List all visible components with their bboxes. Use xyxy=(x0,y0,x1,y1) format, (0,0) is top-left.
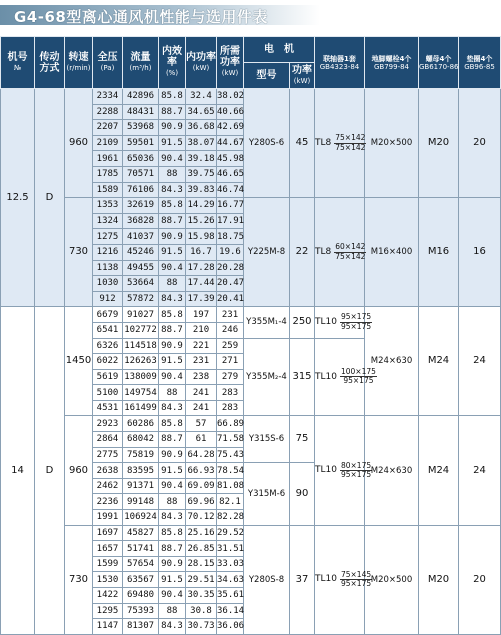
flow-cell: 53968 xyxy=(123,120,159,136)
internal-power-cell: 32.4 xyxy=(186,89,217,105)
pressure-cell: 2236 xyxy=(93,494,123,510)
table-body xyxy=(1,89,501,635)
internal-power-cell: 15.26 xyxy=(186,213,217,229)
internal-power-cell: 17.28 xyxy=(186,260,217,276)
pressure-cell: 1589 xyxy=(93,182,123,198)
pressure-cell: 1785 xyxy=(93,166,123,182)
nut-cell: M20 xyxy=(419,89,459,198)
flow-cell: 83595 xyxy=(123,463,159,479)
efficiency-cell: 88 xyxy=(159,166,186,182)
required-power-cell: 35.61 xyxy=(217,588,244,604)
flow-cell: 149754 xyxy=(123,385,159,401)
pressure-cell: 2638 xyxy=(93,463,123,479)
efficiency-cell: 85.8 xyxy=(159,525,186,541)
pressure-cell: 1697 xyxy=(93,525,123,541)
flow-cell: 42896 xyxy=(123,89,159,105)
internal-power-cell: 69.09 xyxy=(186,478,217,494)
efficiency-cell: 90.9 xyxy=(159,229,186,245)
required-power-cell: 75.43 xyxy=(217,447,244,463)
efficiency-cell: 88 xyxy=(159,385,186,401)
washer-cell: 20 xyxy=(459,89,501,198)
efficiency-cell: 90.4 xyxy=(159,260,186,276)
flow-cell: 41037 xyxy=(123,229,159,245)
efficiency-cell: 91.5 xyxy=(159,354,186,370)
efficiency-cell: 91.5 xyxy=(159,572,186,588)
internal-power-cell: 25.16 xyxy=(186,525,217,541)
internal-power-cell: 57 xyxy=(186,416,217,432)
internal-power-cell: 30.35 xyxy=(186,588,217,604)
flow-cell: 91027 xyxy=(123,307,159,323)
internal-power-cell: 39.83 xyxy=(186,182,217,198)
pressure-cell: 1657 xyxy=(93,541,123,557)
required-power-cell: 71.58 xyxy=(217,432,244,448)
flow-cell: 138009 xyxy=(123,369,159,385)
performance-table-wrap xyxy=(0,36,500,635)
internal-power-cell: 36.68 xyxy=(186,120,217,136)
coupling-bore-driver: 60×142 xyxy=(335,242,366,252)
flow-cell: 65036 xyxy=(123,151,159,167)
speed-cell: 1450 xyxy=(65,307,93,416)
header-flow: 流量 (m³/h) xyxy=(123,37,159,89)
internal-power-cell: 39.18 xyxy=(186,151,217,167)
nut-cell: M20 xyxy=(419,525,459,634)
internal-power-cell: 231 xyxy=(186,354,217,370)
coupling-bore-driver: 75×142 xyxy=(335,133,366,143)
internal-power-cell: 26.85 xyxy=(186,541,217,557)
anchor-bolt-cell: M16×400 xyxy=(365,198,419,307)
flow-cell: 70571 xyxy=(123,166,159,182)
efficiency-cell: 85.8 xyxy=(159,89,186,105)
required-power-cell: 20.28 xyxy=(217,260,244,276)
coupling-bore-driven: 95×175 xyxy=(343,376,374,386)
required-power-cell: 42.69 xyxy=(217,120,244,136)
efficiency-cell: 90.9 xyxy=(159,338,186,354)
nut-cell: M16 xyxy=(419,198,459,307)
required-power-cell: 66.89 xyxy=(217,416,244,432)
flow-cell: 75393 xyxy=(123,603,159,619)
internal-power-cell: 70.12 xyxy=(186,510,217,526)
washer-cell: 20 xyxy=(459,525,501,634)
coupling-cell xyxy=(315,89,365,198)
pressure-cell: 912 xyxy=(93,291,123,307)
required-power-cell: 20.47 xyxy=(217,276,244,292)
efficiency-cell: 88.7 xyxy=(159,322,186,338)
pressure-cell: 1030 xyxy=(93,276,123,292)
pressure-cell: 1961 xyxy=(93,151,123,167)
pressure-cell: 2775 xyxy=(93,447,123,463)
header-nut: 螺母4个 GB6170-86 xyxy=(419,37,459,89)
header-motor-power: 功率 (kW) xyxy=(290,63,315,89)
internal-power-cell: 66.93 xyxy=(186,463,217,479)
header-washer: 垫圈4个 GB96-85 xyxy=(459,37,501,89)
flow-cell: 32619 xyxy=(123,198,159,214)
efficiency-cell: 84.3 xyxy=(159,619,186,635)
required-power-cell: 40.66 xyxy=(217,104,244,120)
header-internal-power: 内功率 (kW) xyxy=(186,37,217,89)
drive-cell: D xyxy=(35,307,65,634)
internal-power-cell: 16.7 xyxy=(186,244,217,260)
pressure-cell: 6022 xyxy=(93,354,123,370)
efficiency-cell: 84.3 xyxy=(159,291,186,307)
required-power-cell: 31.51 xyxy=(217,541,244,557)
efficiency-cell: 88.7 xyxy=(159,104,186,120)
flow-cell: 53664 xyxy=(123,276,159,292)
flow-cell: 49455 xyxy=(123,260,159,276)
pressure-cell: 6679 xyxy=(93,307,123,323)
internal-power-cell: 28.15 xyxy=(186,556,217,572)
required-power-cell: 78.54 xyxy=(217,463,244,479)
coupling-cell xyxy=(315,198,365,307)
required-power-cell: 231 xyxy=(217,307,244,323)
efficiency-cell: 88.7 xyxy=(159,432,186,448)
pressure-cell: 6326 xyxy=(93,338,123,354)
pressure-cell: 1295 xyxy=(93,603,123,619)
required-power-cell: 283 xyxy=(217,385,244,401)
pressure-cell: 1991 xyxy=(93,510,123,526)
coupling-model: TL8 xyxy=(315,137,332,148)
motor-model-cell: Y280S-6 xyxy=(244,89,290,198)
anchor-bolt-cell: M24×630 xyxy=(365,307,419,416)
coupling-cell xyxy=(315,525,372,634)
motor-model-cell: Y315S-6 xyxy=(244,416,290,463)
required-power-cell: 18.75 xyxy=(217,229,244,245)
coupling-model: TL8 xyxy=(315,246,332,257)
required-power-cell: 271 xyxy=(217,354,244,370)
pressure-cell: 1147 xyxy=(93,619,123,635)
pressure-cell: 5619 xyxy=(93,369,123,385)
internal-power-cell: 69.96 xyxy=(186,494,217,510)
drive-cell: D xyxy=(35,89,65,307)
efficiency-cell: 91.5 xyxy=(159,244,186,260)
internal-power-cell: 17.44 xyxy=(186,276,217,292)
motor-model-cell: Y355M₂-4 xyxy=(244,338,290,416)
efficiency-cell: 90.4 xyxy=(159,478,186,494)
pressure-cell: 1530 xyxy=(93,572,123,588)
header-motor-model: 型号 xyxy=(244,63,290,89)
page-title: G4-68型离心通风机性能与选用件表 xyxy=(14,8,268,26)
speed-cell: 730 xyxy=(65,198,93,307)
required-power-cell: 16.77 xyxy=(217,198,244,214)
flow-cell: 106924 xyxy=(123,510,159,526)
motor-power-cell: 315 xyxy=(290,338,315,416)
header-drive: 传动方式 xyxy=(35,37,65,89)
flow-cell: 99148 xyxy=(123,494,159,510)
internal-power-cell: 197 xyxy=(186,307,217,323)
pressure-cell: 1422 xyxy=(93,588,123,604)
pressure-cell: 5100 xyxy=(93,385,123,401)
internal-power-cell: 14.29 xyxy=(186,198,217,214)
pressure-cell: 1599 xyxy=(93,556,123,572)
header-anchor-bolt: 地脚螺栓4个 GB799-84 xyxy=(365,37,419,89)
internal-power-cell: 30.8 xyxy=(186,603,217,619)
motor-power-cell: 250 xyxy=(290,307,315,338)
coupling-model: TL10 xyxy=(315,371,337,382)
required-power-cell: 82.28 xyxy=(217,510,244,526)
motor-power-cell: 45 xyxy=(290,89,315,198)
coupling-bore-driver: 95×175 xyxy=(340,312,372,322)
required-power-cell: 82.1 xyxy=(217,494,244,510)
pressure-cell: 1138 xyxy=(93,260,123,276)
internal-power-cell: 210 xyxy=(186,322,217,338)
internal-power-cell: 241 xyxy=(186,385,217,401)
pressure-cell: 1353 xyxy=(93,198,123,214)
efficiency-cell: 90.4 xyxy=(159,369,186,385)
coupling-model: TL10 xyxy=(315,317,337,328)
efficiency-cell: 88 xyxy=(159,494,186,510)
header-motor: 电 机 xyxy=(244,37,315,63)
anchor-bolt-cell: M20×500 xyxy=(365,89,419,198)
pressure-cell: 2462 xyxy=(93,478,123,494)
internal-power-cell: 238 xyxy=(186,369,217,385)
flow-cell: 68042 xyxy=(123,432,159,448)
coupling-model: TL10 xyxy=(315,574,337,585)
pressure-cell: 2334 xyxy=(93,89,123,105)
pressure-cell: 6541 xyxy=(93,322,123,338)
coupling-bore-driven: 95×175 xyxy=(340,321,372,331)
internal-power-cell: 29.51 xyxy=(186,572,217,588)
coupling-bore-driven: 75×142 xyxy=(335,142,366,152)
efficiency-cell: 88.7 xyxy=(159,541,186,557)
efficiency-cell: 90.9 xyxy=(159,447,186,463)
internal-power-cell: 30.73 xyxy=(186,619,217,635)
flow-cell: 76106 xyxy=(123,182,159,198)
nut-cell: M24 xyxy=(419,416,459,525)
motor-power-cell: 37 xyxy=(290,525,315,634)
required-power-cell: 34.63 xyxy=(217,572,244,588)
required-power-cell: 36.06 xyxy=(217,619,244,635)
required-power-cell: 20.41 xyxy=(217,291,244,307)
internal-power-cell: 39.75 xyxy=(186,166,217,182)
flow-cell: 45827 xyxy=(123,525,159,541)
anchor-bolt-cell: M20×500 xyxy=(365,525,419,634)
header-machine-no: 机号 № xyxy=(1,37,35,89)
coupling-bore-driver: 100×175 xyxy=(340,366,376,376)
coupling-cell xyxy=(315,338,376,416)
efficiency-cell: 88 xyxy=(159,603,186,619)
header-required-power: 所需功率 (kW) xyxy=(217,37,244,89)
required-power-cell: 17.91 xyxy=(217,213,244,229)
required-power-cell: 46.65 xyxy=(217,166,244,182)
internal-power-cell: 17.39 xyxy=(186,291,217,307)
motor-power-cell: 75 xyxy=(290,416,315,463)
efficiency-cell: 88 xyxy=(159,276,186,292)
coupling-bore-driver: 80×175 xyxy=(340,460,372,470)
flow-cell: 57872 xyxy=(123,291,159,307)
table-row xyxy=(1,198,501,214)
coupling-bore-driver: 75×145 xyxy=(340,569,372,579)
washer-cell: 24 xyxy=(459,307,501,416)
efficiency-cell: 90.9 xyxy=(159,556,186,572)
flow-cell: 102772 xyxy=(123,322,159,338)
pressure-cell: 2207 xyxy=(93,120,123,136)
header-internal-efficiency: 内效率 (%) xyxy=(159,37,186,89)
internal-power-cell: 61 xyxy=(186,432,217,448)
efficiency-cell: 84.3 xyxy=(159,400,186,416)
flow-cell: 51741 xyxy=(123,541,159,557)
required-power-cell: 283 xyxy=(217,400,244,416)
coupling-bore-driven: 95×175 xyxy=(340,470,372,480)
efficiency-cell: 84.3 xyxy=(159,182,186,198)
coupling-bore-driven: 95×175 xyxy=(340,579,372,589)
required-power-cell: 45.98 xyxy=(217,151,244,167)
speed-cell: 960 xyxy=(65,416,93,525)
coupling-model: TL10 xyxy=(315,465,337,476)
required-power-cell: 38.02 xyxy=(217,89,244,105)
internal-power-cell: 15.98 xyxy=(186,229,217,245)
pressure-cell: 1324 xyxy=(93,213,123,229)
required-power-cell: 19.6 xyxy=(217,244,244,260)
internal-power-cell: 38.07 xyxy=(186,135,217,151)
flow-cell: 60286 xyxy=(123,416,159,432)
efficiency-cell: 84.3 xyxy=(159,510,186,526)
required-power-cell: 46.74 xyxy=(217,182,244,198)
internal-power-cell: 34.65 xyxy=(186,104,217,120)
flow-cell: 114518 xyxy=(123,338,159,354)
flow-cell: 91371 xyxy=(123,478,159,494)
header-pressure: 全压 (Pa) xyxy=(93,37,123,89)
required-power-cell: 36.14 xyxy=(217,603,244,619)
header-coupling: 联轴器1套 GB4323-84 xyxy=(315,37,365,89)
flow-cell: 59501 xyxy=(123,135,159,151)
coupling-bore-driven: 75×142 xyxy=(335,251,366,261)
table-row xyxy=(1,89,501,105)
efficiency-cell: 85.8 xyxy=(159,307,186,323)
pressure-cell: 2109 xyxy=(93,135,123,151)
motor-model-cell: Y225M-8 xyxy=(244,198,290,307)
performance-table xyxy=(0,36,501,635)
washer-cell: 16 xyxy=(459,198,501,307)
efficiency-cell: 90.4 xyxy=(159,151,186,167)
pressure-cell: 2864 xyxy=(93,432,123,448)
efficiency-cell: 85.8 xyxy=(159,198,186,214)
required-power-cell: 246 xyxy=(217,322,244,338)
efficiency-cell: 91.5 xyxy=(159,135,186,151)
pressure-cell: 4531 xyxy=(93,400,123,416)
internal-power-cell: 241 xyxy=(186,400,217,416)
internal-power-cell: 221 xyxy=(186,338,217,354)
efficiency-cell: 90.9 xyxy=(159,120,186,136)
pressure-cell: 2288 xyxy=(93,104,123,120)
flow-cell: 69480 xyxy=(123,588,159,604)
efficiency-cell: 91.5 xyxy=(159,463,186,479)
required-power-cell: 33.03 xyxy=(217,556,244,572)
table-row xyxy=(1,307,501,323)
header-speed: 转速 (r/min) xyxy=(65,37,93,89)
motor-model-cell: Y355M₁-4 xyxy=(244,307,290,338)
flow-cell: 45246 xyxy=(123,244,159,260)
anchor-bolt-cell: M24×630 xyxy=(365,416,419,525)
flow-cell: 36828 xyxy=(123,213,159,229)
motor-model-cell: Y315M-6 xyxy=(244,463,290,525)
machine-no-cell: 14 xyxy=(1,307,35,634)
machine-no-cell: 12.5 xyxy=(1,89,35,307)
flow-cell: 57654 xyxy=(123,556,159,572)
efficiency-cell: 90.4 xyxy=(159,588,186,604)
flow-cell: 81307 xyxy=(123,619,159,635)
flow-cell: 161499 xyxy=(123,400,159,416)
flow-cell: 75819 xyxy=(123,447,159,463)
table-row xyxy=(1,416,501,432)
flow-cell: 126263 xyxy=(123,354,159,370)
coupling-cell xyxy=(315,416,372,525)
flow-cell: 48431 xyxy=(123,104,159,120)
speed-cell: 730 xyxy=(65,525,93,634)
required-power-cell: 29.52 xyxy=(217,525,244,541)
efficiency-cell: 88.7 xyxy=(159,213,186,229)
speed-cell: 960 xyxy=(65,89,93,198)
pressure-cell: 1216 xyxy=(93,244,123,260)
pressure-cell: 2923 xyxy=(93,416,123,432)
flow-cell: 63567 xyxy=(123,572,159,588)
motor-power-cell: 90 xyxy=(290,463,315,525)
required-power-cell: 259 xyxy=(217,338,244,354)
required-power-cell: 279 xyxy=(217,369,244,385)
efficiency-cell: 85.8 xyxy=(159,416,186,432)
required-power-cell: 44.67 xyxy=(217,135,244,151)
table-row xyxy=(1,525,501,541)
motor-power-cell: 22 xyxy=(290,198,315,307)
internal-power-cell: 64.28 xyxy=(186,447,217,463)
motor-model-cell: Y280S-8 xyxy=(244,525,290,634)
washer-cell: 24 xyxy=(459,416,501,525)
nut-cell: M24 xyxy=(419,307,459,416)
title-bar xyxy=(0,0,500,30)
pressure-cell: 1275 xyxy=(93,229,123,245)
required-power-cell: 81.08 xyxy=(217,478,244,494)
coupling-cell xyxy=(315,307,372,338)
